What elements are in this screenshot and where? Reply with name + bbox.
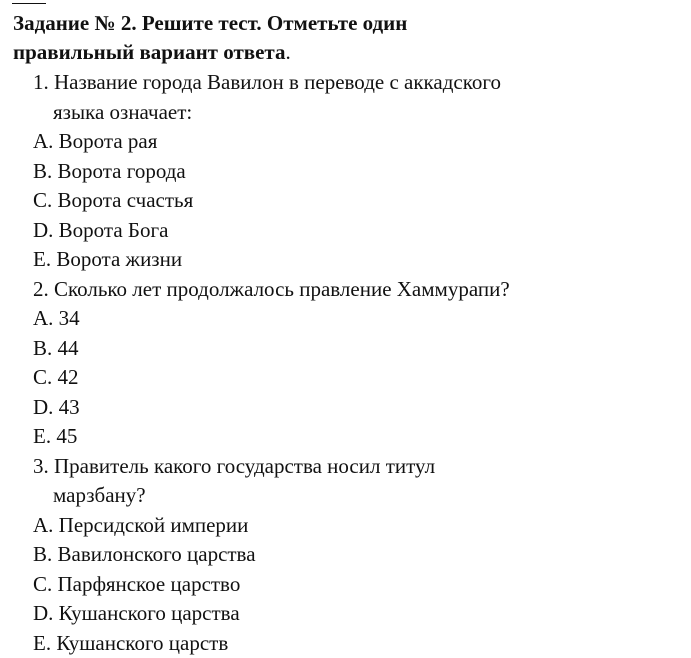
question-2-option-a: A. 34 xyxy=(33,306,80,330)
task-title xyxy=(13,9,673,67)
question-1-option-a: A. Ворота рая xyxy=(33,129,158,153)
question-3-option-e: E. Кушанского царств xyxy=(33,630,229,655)
question-1-option-d: D. Ворота Бога xyxy=(33,217,169,242)
question-2-option-c: C. 42 xyxy=(33,365,79,389)
question-3-option-c: C. Парфянское царство xyxy=(33,571,241,596)
question-1 xyxy=(33,68,673,275)
question-3-option-d: D. Кушанского царства xyxy=(33,601,240,625)
task-title-line-2: правильный вариант ответа. xyxy=(13,40,291,64)
question-2-text: 2. Сколько лет продолжалось правление Хаммурапи? xyxy=(33,276,510,301)
question-list xyxy=(33,68,673,658)
question-1-option-b: B. Ворота города xyxy=(33,158,186,183)
question-2-option-b: B. 44 xyxy=(33,335,79,360)
question-2 xyxy=(33,275,673,452)
question-1-option-e: E. Ворота жизни xyxy=(33,247,183,271)
question-3-text-cont: марзбану? xyxy=(53,483,146,507)
top-rule xyxy=(12,3,46,4)
question-3 xyxy=(33,452,673,658)
question-2-option-d: D. 43 xyxy=(33,394,80,419)
question-3-text: 3. Правитель какого государства носил титул xyxy=(33,453,436,478)
task-title-line-1: Задание № 2. Решите тест. Отметьте один xyxy=(13,11,408,35)
question-1-text: 1. Название города Вавилон в переводе с аккадского xyxy=(33,70,501,94)
question-3-option-b: B. Вавилонского царства xyxy=(33,542,256,566)
question-2-option-e: E. 45 xyxy=(33,424,78,448)
question-3-option-a: A. Персидской империи xyxy=(33,512,249,537)
question-1-option-c: C. Ворота счастья xyxy=(33,188,194,212)
question-1-text-cont: языка означает: xyxy=(53,99,193,124)
